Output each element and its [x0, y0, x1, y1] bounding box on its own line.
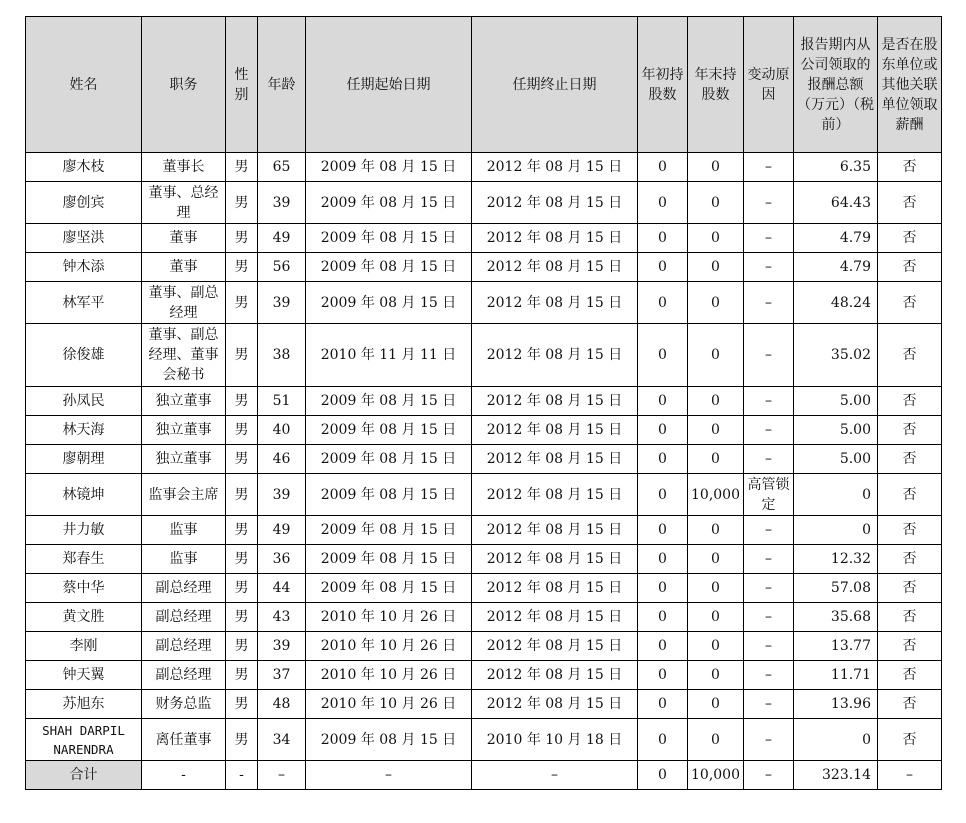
cell-related-pay: 否 — [878, 445, 942, 474]
cell-end-date: 2012 年 08 月 15 日 — [472, 516, 638, 545]
cell-name: SHAH DARPIL NARENDRA — [26, 719, 142, 761]
cell-age: 34 — [258, 719, 306, 761]
cell-change-reason: – — [744, 253, 794, 282]
header-start-date: 任期起始日期 — [306, 17, 472, 153]
cell-age: 49 — [258, 224, 306, 253]
cell-position: 董事、总经理 — [142, 182, 226, 224]
cell-end-date: 2012 年 08 月 15 日 — [472, 632, 638, 661]
cell-related-pay: 否 — [878, 661, 942, 690]
total-label: 合计 — [26, 761, 142, 790]
cell-shares-end: 0 — [688, 603, 744, 632]
total-row — [26, 761, 942, 790]
table-row — [26, 516, 942, 545]
cell-position: 监事会主席 — [142, 474, 226, 516]
cell-related-pay: 否 — [878, 224, 942, 253]
cell-shares-end: 0 — [688, 661, 744, 690]
cell-compensation: 48.24 — [794, 282, 878, 324]
cell-end-date: 2012 年 08 月 15 日 — [472, 282, 638, 324]
cell-change-reason: – — [744, 224, 794, 253]
table-row — [26, 545, 942, 574]
cell-change-reason: – — [744, 574, 794, 603]
cell-related-pay: 否 — [878, 182, 942, 224]
cell-gender: 男 — [226, 182, 258, 224]
cell-change-reason: – — [744, 603, 794, 632]
header-name: 姓名 — [26, 17, 142, 153]
cell-compensation: 13.96 — [794, 690, 878, 719]
total-shares-begin: 0 — [638, 761, 688, 790]
cell-change-reason: – — [744, 153, 794, 182]
cell-related-pay: 否 — [878, 282, 942, 324]
cell-start-date: 2009 年 08 月 15 日 — [306, 416, 472, 445]
cell-compensation: 5.00 — [794, 387, 878, 416]
cell-end-date: 2012 年 08 月 15 日 — [472, 253, 638, 282]
cell-change-reason: – — [744, 632, 794, 661]
cell-compensation: 0 — [794, 516, 878, 545]
cell-shares-begin: 0 — [638, 632, 688, 661]
cell-shares-begin: 0 — [638, 474, 688, 516]
cell-start-date: 2009 年 08 月 15 日 — [306, 253, 472, 282]
cell-shares-end: 0 — [688, 387, 744, 416]
cell-gender: 男 — [226, 445, 258, 474]
cell-related-pay: 否 — [878, 603, 942, 632]
cell-start-date: 2010 年 10 月 26 日 — [306, 632, 472, 661]
cell-compensation: 35.02 — [794, 324, 878, 387]
cell-shares-end: 0 — [688, 690, 744, 719]
cell-end-date: 2012 年 08 月 15 日 — [472, 153, 638, 182]
cell-change-reason: – — [744, 516, 794, 545]
cell-end-date: 2012 年 08 月 15 日 — [472, 603, 638, 632]
cell-gender: 男 — [226, 282, 258, 324]
cell-shares-begin: 0 — [638, 661, 688, 690]
cell-name: 廖朝理 — [26, 445, 142, 474]
cell-gender: 男 — [226, 387, 258, 416]
cell-age: 46 — [258, 445, 306, 474]
cell-gender: 男 — [226, 324, 258, 387]
cell-age: 56 — [258, 253, 306, 282]
cell-age: 37 — [258, 661, 306, 690]
cell-compensation: 4.79 — [794, 224, 878, 253]
cell-change-reason: – — [744, 445, 794, 474]
cell-compensation: 35.68 — [794, 603, 878, 632]
executive-compensation-table — [25, 16, 942, 790]
cell-related-pay: 否 — [878, 719, 942, 761]
total-position: - — [142, 761, 226, 790]
cell-age: 44 — [258, 574, 306, 603]
cell-start-date: 2009 年 08 月 15 日 — [306, 182, 472, 224]
cell-change-reason: – — [744, 387, 794, 416]
header-age: 年龄 — [258, 17, 306, 153]
cell-start-date: 2009 年 08 月 15 日 — [306, 224, 472, 253]
cell-gender: 男 — [226, 632, 258, 661]
cell-related-pay: 否 — [878, 474, 942, 516]
cell-end-date: 2012 年 08 月 15 日 — [472, 182, 638, 224]
table-row — [26, 632, 942, 661]
cell-position: 副总经理 — [142, 574, 226, 603]
cell-end-date: 2012 年 08 月 15 日 — [472, 574, 638, 603]
cell-shares-begin: 0 — [638, 445, 688, 474]
cell-shares-begin: 0 — [638, 574, 688, 603]
total-related-pay: – — [878, 761, 942, 790]
cell-end-date: 2010 年 10 月 18 日 — [472, 719, 638, 761]
cell-gender: 男 — [226, 574, 258, 603]
cell-position: 独立董事 — [142, 445, 226, 474]
cell-name: 廖坚洪 — [26, 224, 142, 253]
cell-shares-begin: 0 — [638, 182, 688, 224]
cell-shares-end: 0 — [688, 719, 744, 761]
total-age: – — [258, 761, 306, 790]
cell-name: 苏旭东 — [26, 690, 142, 719]
cell-name: 林镜坤 — [26, 474, 142, 516]
cell-related-pay: 否 — [878, 516, 942, 545]
cell-end-date: 2012 年 08 月 15 日 — [472, 224, 638, 253]
cell-age: 65 — [258, 153, 306, 182]
cell-related-pay: 否 — [878, 545, 942, 574]
total-compensation: 323.14 — [794, 761, 878, 790]
cell-name: 孙凤民 — [26, 387, 142, 416]
cell-start-date: 2009 年 08 月 15 日 — [306, 153, 472, 182]
cell-related-pay: 否 — [878, 324, 942, 387]
cell-compensation: 13.77 — [794, 632, 878, 661]
cell-gender: 男 — [226, 416, 258, 445]
cell-compensation: 0 — [794, 474, 878, 516]
header-shares-begin: 年初持股数 — [638, 17, 688, 153]
cell-name: 钟天翼 — [26, 661, 142, 690]
cell-start-date: 2009 年 08 月 15 日 — [306, 719, 472, 761]
compensation-table-container — [25, 16, 942, 790]
cell-shares-begin: 0 — [638, 603, 688, 632]
cell-gender: 男 — [226, 153, 258, 182]
cell-end-date: 2012 年 08 月 15 日 — [472, 416, 638, 445]
cell-shares-end: 0 — [688, 545, 744, 574]
cell-shares-end: 0 — [688, 516, 744, 545]
cell-end-date: 2012 年 08 月 15 日 — [472, 545, 638, 574]
cell-gender: 男 — [226, 253, 258, 282]
cell-related-pay: 否 — [878, 690, 942, 719]
cell-related-pay: 否 — [878, 253, 942, 282]
cell-shares-begin: 0 — [638, 719, 688, 761]
cell-position: 监事 — [142, 516, 226, 545]
cell-start-date: 2009 年 08 月 15 日 — [306, 516, 472, 545]
cell-shares-end: 10,000 — [688, 474, 744, 516]
cell-age: 36 — [258, 545, 306, 574]
cell-shares-begin: 0 — [638, 253, 688, 282]
cell-end-date: 2012 年 08 月 15 日 — [472, 474, 638, 516]
cell-end-date: 2012 年 08 月 15 日 — [472, 324, 638, 387]
cell-start-date: 2010 年 10 月 26 日 — [306, 603, 472, 632]
cell-end-date: 2012 年 08 月 15 日 — [472, 387, 638, 416]
cell-gender: 男 — [226, 719, 258, 761]
cell-start-date: 2009 年 08 月 15 日 — [306, 574, 472, 603]
cell-position: 独立董事 — [142, 416, 226, 445]
cell-compensation: 4.79 — [794, 253, 878, 282]
cell-start-date: 2009 年 08 月 15 日 — [306, 387, 472, 416]
cell-shares-end: 0 — [688, 324, 744, 387]
table-row — [26, 603, 942, 632]
cell-change-reason: – — [744, 719, 794, 761]
cell-start-date: 2009 年 08 月 15 日 — [306, 282, 472, 324]
cell-related-pay: 否 — [878, 574, 942, 603]
cell-shares-end: 0 — [688, 153, 744, 182]
table-body — [26, 153, 942, 761]
cell-shares-end: 0 — [688, 632, 744, 661]
total-change-reason: – — [744, 761, 794, 790]
cell-start-date: 2009 年 08 月 15 日 — [306, 445, 472, 474]
cell-related-pay: 否 — [878, 387, 942, 416]
cell-shares-end: 0 — [688, 416, 744, 445]
cell-position: 财务总监 — [142, 690, 226, 719]
cell-compensation: 11.71 — [794, 661, 878, 690]
table-row — [26, 445, 942, 474]
table-row — [26, 387, 942, 416]
table-row — [26, 719, 942, 761]
table-row — [26, 661, 942, 690]
header-position: 职务 — [142, 17, 226, 153]
cell-start-date: 2010 年 11 月 11 日 — [306, 324, 472, 387]
cell-compensation: 57.08 — [794, 574, 878, 603]
cell-shares-begin: 0 — [638, 516, 688, 545]
cell-gender: 男 — [226, 545, 258, 574]
cell-compensation: 0 — [794, 719, 878, 761]
cell-name: 廖创宾 — [26, 182, 142, 224]
cell-compensation: 5.00 — [794, 416, 878, 445]
cell-position: 副总经理 — [142, 661, 226, 690]
header-row — [26, 17, 942, 153]
cell-position: 独立董事 — [142, 387, 226, 416]
cell-age: 39 — [258, 182, 306, 224]
cell-compensation: 6.35 — [794, 153, 878, 182]
cell-shares-begin: 0 — [638, 690, 688, 719]
table-row — [26, 474, 942, 516]
cell-gender: 男 — [226, 661, 258, 690]
cell-age: 39 — [258, 282, 306, 324]
cell-name: 黄文胜 — [26, 603, 142, 632]
table-row — [26, 574, 942, 603]
cell-name: 李刚 — [26, 632, 142, 661]
cell-gender: 男 — [226, 690, 258, 719]
cell-age: 39 — [258, 632, 306, 661]
cell-age: 43 — [258, 603, 306, 632]
table-row — [26, 282, 942, 324]
header-end-date: 任期终止日期 — [472, 17, 638, 153]
total-gender: - — [226, 761, 258, 790]
cell-position: 副总经理 — [142, 632, 226, 661]
cell-change-reason: – — [744, 416, 794, 445]
cell-shares-begin: 0 — [638, 416, 688, 445]
cell-shares-end: 0 — [688, 282, 744, 324]
cell-name: 林军平 — [26, 282, 142, 324]
cell-change-reason: – — [744, 661, 794, 690]
cell-name: 蔡中华 — [26, 574, 142, 603]
cell-change-reason: – — [744, 324, 794, 387]
cell-end-date: 2012 年 08 月 15 日 — [472, 661, 638, 690]
table-row — [26, 324, 942, 387]
table-row — [26, 224, 942, 253]
cell-related-pay: 否 — [878, 632, 942, 661]
total-end: – — [472, 761, 638, 790]
cell-age: 49 — [258, 516, 306, 545]
header-compensation: 报告期内从公司领取的报酬总额（万元）（税前） — [794, 17, 878, 153]
cell-compensation: 5.00 — [794, 445, 878, 474]
header-related-pay: 是否在股东单位或其他关联单位领取薪酬 — [878, 17, 942, 153]
cell-shares-begin: 0 — [638, 153, 688, 182]
cell-age: 40 — [258, 416, 306, 445]
total-start: – — [306, 761, 472, 790]
cell-age: 48 — [258, 690, 306, 719]
cell-shares-begin: 0 — [638, 324, 688, 387]
cell-related-pay: 否 — [878, 416, 942, 445]
cell-change-reason: 高管锁定 — [744, 474, 794, 516]
cell-position: 董事 — [142, 224, 226, 253]
cell-position: 董事长 — [142, 153, 226, 182]
cell-change-reason: – — [744, 545, 794, 574]
table-row — [26, 182, 942, 224]
cell-change-reason: – — [744, 690, 794, 719]
header-gender: 性别 — [226, 17, 258, 153]
cell-change-reason: – — [744, 282, 794, 324]
cell-end-date: 2012 年 08 月 15 日 — [472, 690, 638, 719]
total-shares-end: 10,000 — [688, 761, 744, 790]
cell-shares-end: 0 — [688, 445, 744, 474]
cell-position: 离任董事 — [142, 719, 226, 761]
cell-related-pay: 否 — [878, 153, 942, 182]
cell-position: 董事、副总经理 — [142, 282, 226, 324]
cell-shares-end: 0 — [688, 574, 744, 603]
cell-age: 51 — [258, 387, 306, 416]
header-change-reason: 变动原因 — [744, 17, 794, 153]
cell-shares-begin: 0 — [638, 387, 688, 416]
cell-start-date: 2009 年 08 月 15 日 — [306, 474, 472, 516]
cell-start-date: 2010 年 10 月 26 日 — [306, 661, 472, 690]
cell-position: 监事 — [142, 545, 226, 574]
cell-compensation: 12.32 — [794, 545, 878, 574]
cell-position: 董事 — [142, 253, 226, 282]
table-row — [26, 253, 942, 282]
cell-age: 38 — [258, 324, 306, 387]
cell-name: 井力敏 — [26, 516, 142, 545]
cell-shares-end: 0 — [688, 182, 744, 224]
cell-shares-end: 0 — [688, 253, 744, 282]
cell-position: 副总经理 — [142, 603, 226, 632]
cell-gender: 男 — [226, 603, 258, 632]
cell-shares-begin: 0 — [638, 282, 688, 324]
cell-shares-begin: 0 — [638, 224, 688, 253]
cell-position: 董事、副总经理、董事会秘书 — [142, 324, 226, 387]
cell-name: 徐俊雄 — [26, 324, 142, 387]
table-row — [26, 690, 942, 719]
cell-start-date: 2009 年 08 月 15 日 — [306, 545, 472, 574]
cell-change-reason: – — [744, 182, 794, 224]
cell-name: 廖木枝 — [26, 153, 142, 182]
table-row — [26, 416, 942, 445]
table-row — [26, 153, 942, 182]
cell-gender: 男 — [226, 474, 258, 516]
cell-start-date: 2010 年 10 月 26 日 — [306, 690, 472, 719]
cell-shares-end: 0 — [688, 224, 744, 253]
cell-compensation: 64.43 — [794, 182, 878, 224]
cell-end-date: 2012 年 08 月 15 日 — [472, 445, 638, 474]
cell-shares-begin: 0 — [638, 545, 688, 574]
cell-gender: 男 — [226, 516, 258, 545]
cell-name: 郑春生 — [26, 545, 142, 574]
cell-age: 39 — [258, 474, 306, 516]
cell-gender: 男 — [226, 224, 258, 253]
cell-name: 林天海 — [26, 416, 142, 445]
header-shares-end: 年末持股数 — [688, 17, 744, 153]
cell-name: 钟木添 — [26, 253, 142, 282]
